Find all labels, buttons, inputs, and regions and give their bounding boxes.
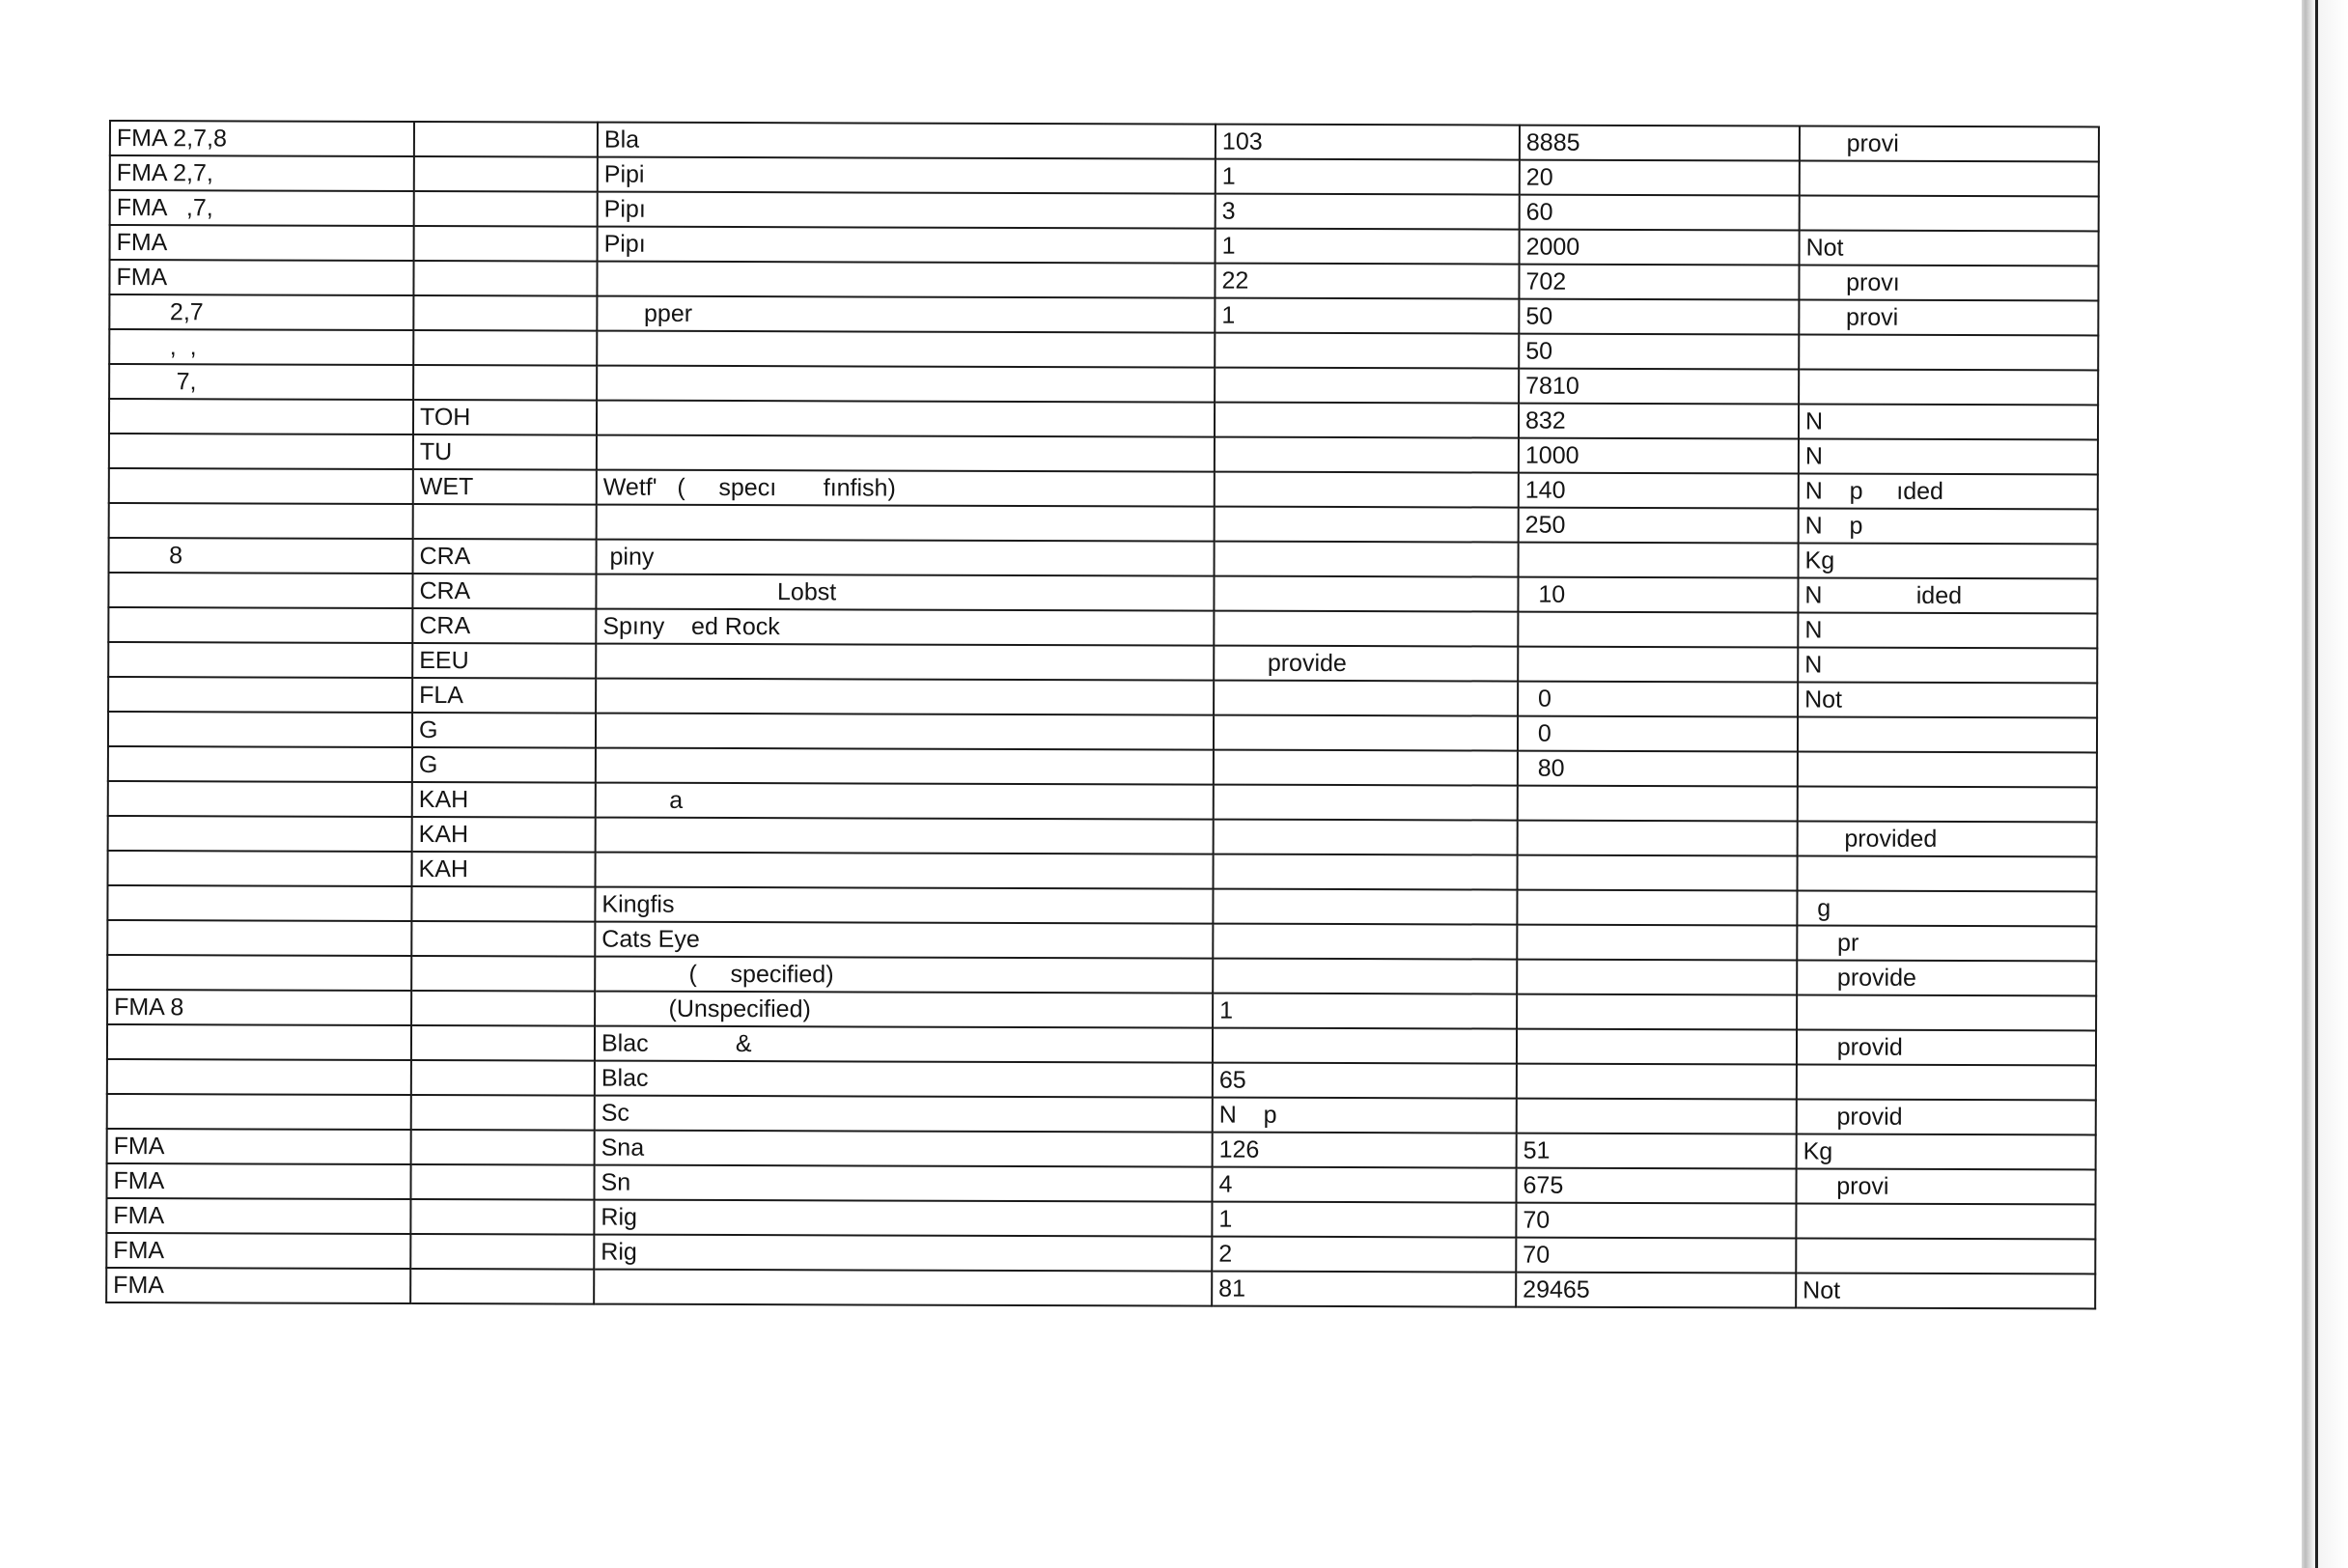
- weight-cell: [1517, 925, 1797, 961]
- fish-catch-table: [105, 120, 2100, 1309]
- note-cell: Kg: [1797, 1134, 2096, 1169]
- species-cell: piny: [597, 540, 1215, 576]
- scan-edge-line: [2315, 0, 2318, 1568]
- note-cell: [1799, 369, 2098, 405]
- note-cell: provided: [1798, 821, 2097, 856]
- count-cell: [1214, 750, 1518, 786]
- code-cell: G: [412, 713, 596, 748]
- area-cell: [108, 851, 412, 886]
- area-cell: [108, 573, 412, 608]
- weight-cell: 702: [1519, 265, 1799, 300]
- code-cell: [411, 1130, 595, 1165]
- area-cell: FMA ,7,: [110, 190, 414, 226]
- note-cell: N p: [1799, 508, 2098, 544]
- note-cell: provid: [1797, 1099, 2096, 1134]
- code-cell: [414, 156, 598, 192]
- weight-cell: 70: [1516, 1203, 1796, 1239]
- note-cell: [1796, 1238, 2095, 1274]
- code-cell: FLA: [412, 678, 596, 714]
- area-cell: [109, 468, 413, 504]
- count-cell: [1213, 1028, 1517, 1064]
- weight-cell: [1517, 1099, 1797, 1134]
- weight-cell: 0: [1518, 716, 1798, 752]
- weight-cell: [1517, 1064, 1797, 1100]
- note-cell: [1799, 334, 2098, 370]
- weight-cell: 50: [1519, 299, 1799, 335]
- area-cell: FMA: [106, 1198, 410, 1234]
- note-cell: N: [1798, 612, 2097, 648]
- species-cell: Rig: [594, 1200, 1212, 1237]
- species-cell: Pipı: [598, 192, 1216, 229]
- note-cell: [1798, 716, 2097, 752]
- code-cell: [413, 330, 597, 366]
- area-cell: FMA: [107, 1129, 411, 1164]
- species-cell: [597, 366, 1215, 403]
- code-cell: CRA: [413, 539, 597, 574]
- species-cell: [596, 818, 1214, 854]
- weight-cell: [1519, 543, 1799, 578]
- area-cell: [108, 712, 412, 747]
- species-cell: [594, 1270, 1212, 1306]
- code-cell: WET: [413, 469, 597, 505]
- count-cell: [1214, 820, 1518, 855]
- species-cell: Rig: [594, 1235, 1212, 1272]
- note-cell: [1798, 751, 2097, 787]
- count-cell: [1215, 333, 1519, 369]
- area-cell: [109, 434, 413, 469]
- scan-edge-shadow: [2302, 0, 2348, 1568]
- count-cell: provide: [1214, 646, 1518, 682]
- species-cell: [596, 748, 1214, 785]
- area-cell: [107, 955, 411, 991]
- area-cell: , ,: [109, 329, 413, 365]
- weight-cell: 10: [1518, 577, 1798, 613]
- species-cell: Cats Eye: [595, 922, 1213, 959]
- count-cell: [1214, 681, 1518, 716]
- area-cell: [107, 920, 411, 956]
- note-cell: pr: [1797, 925, 2096, 961]
- note-cell: [1797, 994, 2096, 1030]
- count-cell: 4: [1212, 1167, 1516, 1203]
- weight-cell: 29465: [1516, 1273, 1796, 1308]
- code-cell: [414, 122, 598, 157]
- code-cell: [414, 191, 598, 227]
- weight-cell: 20: [1520, 160, 1800, 196]
- count-cell: [1215, 542, 1519, 577]
- count-cell: 22: [1215, 264, 1519, 299]
- weight-cell: 51: [1517, 1134, 1797, 1169]
- note-cell: Not: [1800, 231, 2099, 266]
- code-cell: KAH: [412, 817, 596, 853]
- count-cell: [1214, 611, 1518, 647]
- species-cell: [596, 644, 1214, 681]
- area-cell: FMA: [110, 225, 414, 261]
- code-cell: [410, 1199, 594, 1235]
- area-cell: FMA 2,7,: [110, 155, 414, 191]
- note-cell: provide: [1797, 960, 2096, 995]
- area-cell: [108, 781, 412, 817]
- area-cell: FMA 8: [107, 990, 411, 1025]
- code-cell: [411, 1060, 595, 1096]
- species-cell: (Unspecified): [595, 992, 1213, 1028]
- count-cell: 1: [1215, 298, 1519, 334]
- species-cell: Lobst: [596, 574, 1214, 611]
- weight-cell: 70: [1516, 1238, 1796, 1274]
- weight-cell: 0: [1518, 682, 1798, 717]
- code-cell: [413, 295, 597, 331]
- count-cell: [1215, 368, 1519, 404]
- species-cell: [597, 505, 1215, 542]
- weight-cell: [1518, 612, 1798, 648]
- area-cell: FMA: [106, 1268, 410, 1303]
- note-cell: g: [1797, 890, 2096, 926]
- weight-cell: 2000: [1520, 230, 1800, 266]
- weight-cell: [1518, 786, 1798, 822]
- note-cell: [1800, 196, 2099, 232]
- species-cell: Blac: [595, 1061, 1213, 1098]
- code-cell: [411, 956, 595, 992]
- code-cell: [411, 1025, 595, 1061]
- code-cell: [410, 1234, 594, 1270]
- area-cell: [107, 1059, 411, 1095]
- area-cell: 2,7: [109, 294, 413, 330]
- species-cell: pper: [597, 296, 1215, 333]
- count-cell: 3: [1216, 194, 1520, 230]
- count-cell: 2: [1212, 1237, 1516, 1273]
- weight-cell: [1518, 647, 1798, 683]
- code-cell: [411, 886, 595, 922]
- weight-cell: [1518, 855, 1798, 891]
- note-cell: N: [1799, 438, 2098, 474]
- weight-cell: [1517, 960, 1797, 995]
- count-cell: N p: [1213, 1098, 1517, 1134]
- count-cell: [1215, 507, 1519, 543]
- species-cell: [596, 714, 1214, 750]
- code-cell: KAH: [412, 852, 596, 887]
- code-cell: CRA: [412, 574, 596, 609]
- count-cell: 126: [1213, 1133, 1517, 1168]
- area-cell: [108, 746, 412, 782]
- count-cell: 1: [1213, 994, 1517, 1029]
- count-cell: [1213, 924, 1517, 960]
- species-cell: Sna: [595, 1131, 1213, 1167]
- area-cell: [109, 503, 413, 539]
- note-cell: N p ıded: [1799, 473, 2098, 509]
- species-cell: Blac &: [595, 1026, 1213, 1063]
- note-cell: [1798, 786, 2097, 822]
- species-cell: ( specified): [595, 957, 1213, 994]
- species-cell: Wetf' ( specı fınfish): [597, 470, 1215, 507]
- species-cell: Pipı: [598, 227, 1216, 264]
- code-cell: [413, 504, 597, 540]
- count-cell: [1214, 854, 1518, 890]
- area-cell: 7,: [109, 364, 413, 400]
- code-cell: [413, 261, 597, 296]
- weight-cell: 80: [1518, 751, 1798, 787]
- code-cell: [411, 991, 595, 1026]
- count-cell: 1: [1216, 159, 1520, 195]
- weight-cell: 1000: [1519, 438, 1799, 474]
- count-cell: 1: [1212, 1202, 1516, 1238]
- note-cell: provı: [1799, 266, 2098, 301]
- species-cell: Sn: [594, 1165, 1212, 1202]
- species-cell: [597, 262, 1215, 298]
- area-cell: FMA: [106, 1163, 410, 1199]
- count-cell: 65: [1213, 1063, 1517, 1099]
- species-cell: [597, 331, 1215, 368]
- code-cell: [411, 921, 595, 957]
- table-row: [106, 1268, 2095, 1308]
- code-cell: TU: [413, 434, 597, 470]
- note-cell: N ided: [1798, 577, 2097, 613]
- area-cell: FMA: [109, 260, 413, 295]
- note-cell: [1800, 161, 2099, 197]
- count-cell: 103: [1216, 125, 1520, 160]
- area-cell: [108, 816, 412, 852]
- note-cell: provid: [1797, 1029, 2096, 1065]
- code-cell: [413, 365, 597, 401]
- code-cell: [411, 1095, 595, 1131]
- weight-cell: [1517, 890, 1797, 926]
- note-cell: [1798, 855, 2097, 891]
- note-cell: Kg: [1799, 543, 2098, 578]
- count-cell: [1214, 785, 1518, 821]
- note-cell: Not: [1798, 682, 2097, 717]
- species-cell: Pipi: [598, 157, 1216, 194]
- code-cell: KAH: [412, 782, 596, 818]
- area-cell: [108, 607, 412, 643]
- area-cell: [107, 1024, 411, 1060]
- code-cell: TOH: [413, 400, 597, 435]
- weight-cell: 140: [1519, 473, 1799, 509]
- note-cell: [1796, 1203, 2095, 1239]
- count-cell: [1214, 576, 1518, 612]
- table-body: [106, 121, 2099, 1308]
- code-cell: [410, 1269, 594, 1304]
- species-cell: [597, 401, 1215, 437]
- note-cell: provi: [1799, 300, 2098, 336]
- count-cell: 81: [1212, 1272, 1516, 1307]
- count-cell: 1: [1216, 229, 1520, 265]
- count-cell: [1213, 889, 1517, 925]
- weight-cell: [1517, 994, 1797, 1030]
- species-cell: Bla: [598, 123, 1216, 159]
- count-cell: [1214, 715, 1518, 751]
- count-cell: [1213, 959, 1517, 994]
- weight-cell: 250: [1519, 508, 1799, 544]
- count-cell: [1215, 437, 1519, 473]
- species-cell: [596, 679, 1214, 715]
- species-cell: [597, 435, 1215, 472]
- code-cell: EEU: [412, 643, 596, 679]
- weight-cell: 675: [1516, 1168, 1796, 1204]
- area-cell: FMA 2,7,8: [110, 121, 414, 156]
- note-cell: [1797, 1064, 2096, 1100]
- area-cell: [107, 885, 411, 921]
- code-cell: CRA: [412, 608, 596, 644]
- weight-cell: 50: [1519, 334, 1799, 370]
- area-cell: FMA: [106, 1233, 410, 1269]
- code-cell: [414, 226, 598, 262]
- weight-cell: 60: [1520, 195, 1800, 231]
- code-cell: G: [412, 747, 596, 783]
- note-cell: N: [1799, 404, 2098, 439]
- code-cell: [410, 1164, 594, 1200]
- area-cell: [107, 1094, 411, 1130]
- count-cell: [1215, 472, 1519, 508]
- note-cell: provi: [1796, 1168, 2095, 1204]
- note-cell: provi: [1800, 126, 2099, 162]
- table-container: [105, 120, 2098, 1309]
- note-cell: N: [1798, 647, 2097, 683]
- weight-cell: 832: [1519, 404, 1799, 439]
- species-cell: Kingfis: [595, 887, 1213, 924]
- species-cell: Spıny ed Rock: [596, 609, 1214, 646]
- weight-cell: 8885: [1520, 126, 1800, 161]
- weight-cell: [1517, 1029, 1797, 1065]
- weight-cell: [1518, 821, 1798, 856]
- area-cell: [109, 399, 413, 434]
- area-cell: 8: [109, 538, 413, 574]
- count-cell: [1215, 403, 1519, 438]
- species-cell: a: [596, 783, 1214, 820]
- species-cell: [596, 853, 1214, 889]
- area-cell: [108, 642, 412, 678]
- area-cell: [108, 677, 412, 713]
- note-cell: Not: [1796, 1273, 2095, 1308]
- species-cell: Sc: [595, 1096, 1213, 1133]
- weight-cell: 7810: [1519, 369, 1799, 405]
